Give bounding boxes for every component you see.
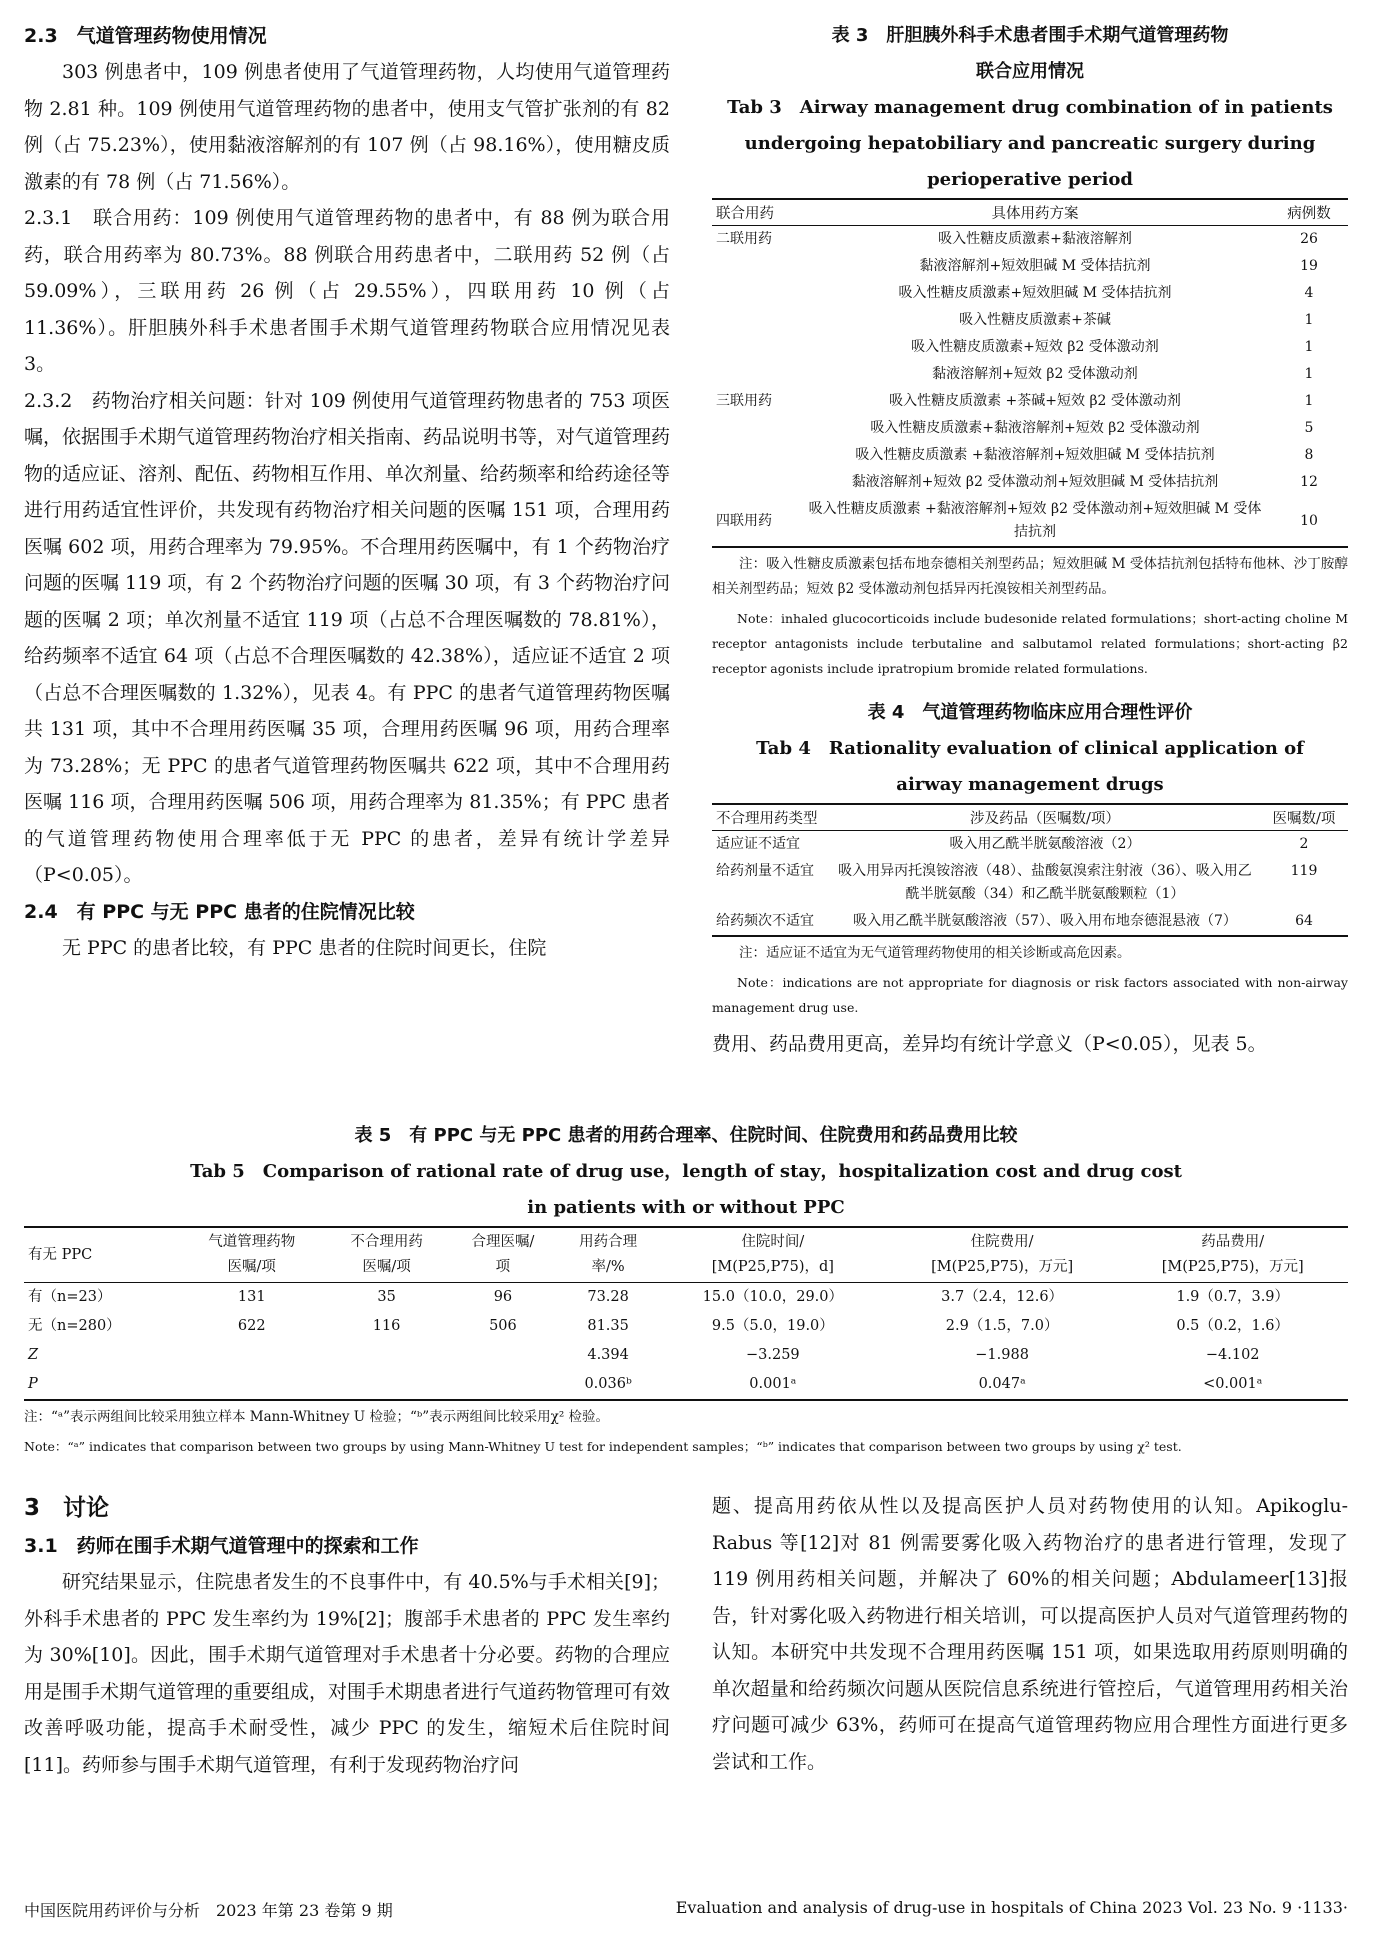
table-4-cell-count: 64 (1295, 913, 1313, 929)
table-3-cell-count: 26 (1300, 231, 1318, 247)
left-column-bottom (24, 1488, 670, 1783)
table-5-cell: 81.35 (587, 1318, 629, 1334)
table-3-row (712, 361, 1348, 388)
table-5-cell: 0.047ᵃ (978, 1376, 1026, 1392)
table-3-caption-en-3: perioperative period (927, 169, 1133, 190)
table-5-note-en: Note：“ᵃ” indicates that comparison between two groups by using Mann-Whitney U test for independent samples；“ᵇ” indicates that comparison between two groups by using χ² test. (24, 1439, 1182, 1454)
table-5-caption-en-2: in patients with or without PPC (527, 1197, 845, 1218)
table-3-row (712, 469, 1348, 496)
right-column-bottom (712, 1488, 1348, 1780)
section-2-4-paragraph-continued: 费用、药品费用更高，差异均有统计学意义（P<0.05），见表 5。 (712, 1033, 1267, 1055)
table-4-note-cn: 注：适应证不适宜为无气道管理药物使用的相关诊断或高危因素。 (739, 945, 1131, 961)
table-4-caption-cn: 表 4 气道管理药物临床应用合理性评价 (867, 702, 1193, 723)
table-4-cell-type: 给药频次不适宜 (716, 913, 814, 929)
table-5-cell: 0.5（0.2，1.6） (1176, 1318, 1290, 1334)
table-5-cell: 131 (237, 1289, 266, 1305)
table-5-cell: −4.102 (1205, 1347, 1260, 1363)
table-3-cell-plan: 吸入性糖皮质激素+茶碱 (959, 312, 1111, 328)
table-4-cell-count: 2 (1299, 836, 1309, 852)
section-3-1-paragraph: 研究结果显示，住院患者发生的不良事件中，有 40.5%与手术相关[9]；外科手术患者的 PPC 发生率约为 19%[2]；腹部手术患者的 PPC 发生率约为 30%[10]。因此，围手术期气道管理对手术患者十分必要。药物的合理应用是围手术期气道管理的重要组成，对围手术期患者进行气道药物管理可有效改善呼吸功能，提高手术耐受性，减少 PPC 的发生，缩短术后住院时间[11]。药师参与围手术期气道管理，有利于发现药物治疗问 (24, 1571, 671, 1776)
table-5-header-line: 项 (495, 1259, 511, 1275)
table-5-body (24, 1283, 1348, 1401)
section-3-heading: 3 讨论 (24, 1495, 110, 1521)
table-4-row (712, 908, 1348, 936)
table-5-cell: 0.001ᵃ (749, 1376, 797, 1392)
table-3-cell-plan: 黏液溶解剂+短效 β2 受体激动剂+短效胆碱 M 受体拮抗剂 (851, 474, 1219, 490)
table-4-cell-drugs: 吸入用乙酰半胱氨酸溶液（57）、吸入用布地奈德混悬液（7） (853, 913, 1237, 929)
left-column-top (24, 18, 670, 966)
table-4-header: 涉及药品（医嘱数/项） (970, 811, 1120, 827)
table-4-caption-en-1: Tab 4 Rationality evaluation of clinical application of (756, 738, 1304, 759)
table-5-header-line: [M(P25,P75)，d] (711, 1259, 834, 1275)
table-5-header-line: 合理医嘱/ (471, 1234, 535, 1250)
footer-journal-cn: 中国医院用药评价与分析 2023 年第 23 卷第 9 期 (24, 1901, 393, 1920)
table-5-header-line: 住院时间/ (741, 1234, 805, 1250)
table-3-cell-count: 1 (1304, 393, 1314, 409)
section-2-3-1-paragraph: 2.3.1 联合用药：109 例使用气道管理药物的患者中，有 88 例为联合用药，联合用药率为 80.73%。88 例联合用药患者中，二联用药 52 例（占 59.09%），三联用药 26 例（占 29.55%），四联用药 10 例（占 11.36%）。肝胆胰外科手术患者围手术期气道管理药物联合应用情况见表 3。 (24, 207, 670, 375)
table-3-cell-group: 三联用药 (716, 393, 772, 409)
table-3-header: 具体用药方案 (991, 206, 1079, 222)
table-5-cell: 96 (493, 1289, 513, 1305)
table-5-cell: <0.001ᵃ (1203, 1376, 1263, 1392)
table-5-cell: 3.7（2.4，12.6） (941, 1289, 1064, 1305)
table-5-header-line: 率/% (591, 1259, 625, 1275)
table-5-cell: 73.28 (587, 1289, 629, 1305)
table-4-caption-en-2: airway management drugs (896, 774, 1164, 795)
table-3-cell-plan: 吸入性糖皮质激素+短效胆碱 M 受体拮抗剂 (898, 285, 1172, 301)
table-5-cell (448, 1370, 557, 1400)
table-3-cell-count: 1 (1304, 366, 1314, 382)
table-3-cell-group (712, 334, 800, 361)
table-4-cell-count: 119 (1290, 863, 1318, 879)
table-4-header: 医嘱数/项 (1272, 811, 1336, 827)
table-5-cell: P (28, 1376, 38, 1392)
table-5-header-line: 不合理用药 (350, 1234, 423, 1250)
table-4-cell-drugs: 吸入用乙酰半胱氨酸溶液（2） (949, 836, 1141, 852)
table-5-header-line: 有无 PPC (28, 1246, 93, 1263)
table-5-header-line: 药品费用/ (1201, 1234, 1265, 1250)
table-5-header (887, 1227, 1118, 1283)
table-5-header (325, 1227, 449, 1283)
section-2-4-heading: 2.4 有 PPC 与无 PPC 患者的住院情况比较 (24, 900, 415, 923)
right-column-top (712, 18, 1348, 1063)
table-3-body (712, 226, 1348, 548)
table-3-note-cn: 注：吸入性糖皮质激素包括布地奈德相关剂型药品；短效胆碱 M 受体拮抗剂包括特布他林、沙丁胺醇相关剂型药品；短效 β2 受体激动剂包括异丙托溴铵相关剂型药品。 (712, 556, 1348, 597)
table-3-cell-count: 10 (1300, 512, 1318, 529)
table-3-cell-count: 4 (1304, 285, 1314, 301)
table-5-cell: 116 (372, 1318, 401, 1334)
table-5-cell: −1.988 (975, 1347, 1029, 1363)
table-3-cell-group: 二联用药 (716, 231, 772, 247)
table-3-caption-cn-2: 联合应用情况 (976, 61, 1084, 82)
table-5-header-line: 用药合理 (579, 1234, 638, 1250)
table-3-cell-plan: 吸入性糖皮质激素 +茶碱+短效 β2 受体激动剂 (889, 393, 1181, 409)
table-3-cell-count: 1 (1304, 339, 1314, 355)
table-5-caption-cn: 表 5 有 PPC 与无 PPC 患者的用药合理率、住院时间、住院费用和药品费用比较 (354, 1125, 1018, 1146)
table-5-cell: Z (28, 1347, 39, 1363)
table-5-header (448, 1227, 557, 1283)
table-5-header (24, 1227, 179, 1283)
table-5-row (24, 1283, 1348, 1313)
table-5-cell: 35 (377, 1289, 396, 1305)
table-5-cell: 有（n=23） (28, 1289, 112, 1305)
table-5-header-line: 气道管理药物 (208, 1234, 296, 1250)
table-3-block (712, 18, 1348, 681)
table-4 (712, 803, 1348, 937)
table-3-cell-count: 8 (1304, 447, 1314, 463)
table-5-cell (448, 1341, 557, 1370)
table-5-row (24, 1312, 1348, 1341)
table-5-cell (179, 1341, 325, 1370)
section-2-4-paragraph: 无 PPC 的患者比较，有 PPC 患者的住院时间更长，住院 (62, 936, 547, 959)
table-5-header (1117, 1227, 1348, 1283)
table-4-cell-type: 适应证不适宜 (716, 836, 800, 852)
table-5-row (24, 1341, 1348, 1370)
table-5-cell: 9.5（5.0，19.0） (711, 1318, 834, 1334)
table-3-cell-count: 19 (1300, 258, 1318, 274)
table-5-cell (325, 1370, 449, 1400)
table-5-header (659, 1227, 887, 1283)
table-5-note-cn: 注：“ᵃ”表示两组间比较采用独立样本 Mann-Whitney U 检验；“ᵇ”表示两组间比较采用χ² 检验。 (24, 1409, 610, 1425)
table-5-cell: 506 (489, 1318, 517, 1334)
table-3-cell-group (712, 253, 800, 280)
table-5-cell: 0.036ᵇ (584, 1376, 632, 1392)
table-5-header-line: 医嘱/项 (227, 1259, 276, 1275)
section-3-1-heading: 3.1 药师在围手术期气道管理中的探索和工作 (24, 1535, 419, 1557)
section-2-3-heading: 2.3 气道管理药物使用情况 (24, 25, 267, 47)
table-3 (712, 198, 1348, 548)
table-3-cell-plan: 吸入性糖皮质激素+短效 β2 受体激动剂 (911, 339, 1159, 355)
table-3-row (712, 253, 1348, 280)
table-3-cell-plan: 吸入性糖皮质激素 +黏液溶解剂+短效胆碱 M 受体拮抗剂 (855, 447, 1215, 463)
section-2-3-paragraph: 303 例患者中，109 例患者使用了气道管理药物，人均使用气道管理药物 2.81 种。109 例使用气道管理药物的患者中，使用支气管扩张剂的有 82 例（占 75.23%），使用黏液溶解剂的有 107 例（占 98.16%），使用糖皮质激素的有 78 例（占 71.56%）。 (24, 61, 670, 193)
table-3-row (712, 442, 1348, 469)
table-5-header-line: [M(P25,P75)，万元] (1161, 1259, 1304, 1275)
table-3-note-en: Note：inhaled glucocorticoids include budesonide related formulations；short-acting choline M receptor antagonists include terbutaline and salbutamol related formulations；short-acting β2 receptor agonists include ipratropium bromide related formulations. (712, 611, 1348, 676)
table-5-cell: 1.9（0.7，3.9） (1176, 1289, 1290, 1305)
table-3-cell-group (712, 442, 800, 469)
table-3-cell-group (712, 361, 800, 388)
table-5-caption-en-1: Tab 5 Comparison of rational rate of drug use，length of stay，hospitalization cost and drug cost (190, 1161, 1182, 1182)
table-3-row (712, 496, 1348, 547)
table-4-cell-drugs: 吸入用异丙托溴铵溶液（48）、盐酸氨溴索注射液（36）、吸入用乙酰半胱氨酸（34）和乙酰半胱氨酸颗粒（1） (838, 863, 1252, 902)
table-5-cell: 无（n=280） (28, 1318, 121, 1334)
table-3-cell-group (712, 469, 800, 496)
table-3-caption-en-1: Tab 3 Airway management drug combination of in patients (727, 97, 1333, 118)
table-5-header (557, 1227, 658, 1283)
table-5-header (179, 1227, 325, 1283)
table-3-header: 病例数 (1287, 206, 1331, 222)
table-4-cell-type: 给药剂量不适宜 (716, 863, 814, 879)
table-4-block (712, 695, 1348, 1020)
table-3-caption-cn-1: 表 3 肝胆胰外科手术患者围手术期气道管理药物 (831, 25, 1229, 46)
table-3-cell-count: 5 (1304, 420, 1314, 436)
table-4-body (712, 831, 1348, 937)
table-5-cell: 15.0（10.0，29.0） (702, 1289, 844, 1305)
table-4-note-en: Note：indications are not appropriate for diagnosis or risk factors associated with non-airway management drug use. (712, 975, 1348, 1015)
table-4-row (712, 831, 1348, 859)
table-3-cell-group (712, 280, 800, 307)
table-3-row (712, 280, 1348, 307)
table-4-header: 不合理用药类型 (716, 811, 818, 827)
table-5-row (24, 1370, 1348, 1400)
table-3-row (712, 307, 1348, 334)
table-3-row (712, 226, 1348, 254)
table-5-cell (325, 1341, 449, 1370)
table-3-cell-plan: 吸入性糖皮质激素+黏液溶解剂 (938, 231, 1132, 247)
table-3-cell-plan: 黏液溶解剂+短效胆碱 M 受体拮抗剂 (919, 258, 1151, 274)
table-5-cell: 2.9（1.5，7.0） (945, 1318, 1059, 1334)
table-3-cell-plan: 吸入性糖皮质激素+黏液溶解剂+短效 β2 受体激动剂 (870, 420, 1200, 436)
table-3-cell-plan: 吸入性糖皮质激素 +黏液溶解剂+短效 β2 受体激动剂+短效胆碱 M 受体拮抗剂 (808, 501, 1262, 540)
table-3-cell-count: 12 (1300, 474, 1318, 490)
section-3-1-paragraph-continued: 题、提高用药依从性以及提高医护人员对药物使用的认知。Apikoglu-Rabus 等[12]对 81 例需要雾化吸入药物治疗的患者进行管理，发现了 119 例用药相关问题，并解决了 60%的相关问题；Abdulameer[13]报告，针对雾化吸入药物进行相关培训，可以提高医护人员对气道管理药物的认知。本研究中共发现不合理用药医嘱 151 项，如果选取用药原则明确的单次超量和给药频次问题从医院信息系统进行管控后，气道管理用药相关治疗问题可减少 63%，药师可在提高气道管理药物应用合理性方面进行更多尝试和工作。 (712, 1495, 1348, 1773)
table-5-header-line: 住院费用/ (970, 1234, 1034, 1250)
table-3-cell-count: 1 (1304, 312, 1314, 328)
table-5-cell: −3.259 (746, 1347, 800, 1363)
table-5-cell: 622 (237, 1318, 266, 1334)
table-3-cell-group (712, 307, 800, 334)
table-3-row (712, 388, 1348, 415)
table-3-row (712, 334, 1348, 361)
table-5 (24, 1226, 1348, 1401)
table-5-block (24, 1118, 1348, 1459)
table-3-caption-en-2: undergoing hepatobiliary and pancreatic surgery during (744, 133, 1316, 154)
table-5-header-line: 医嘱/项 (362, 1259, 411, 1275)
table-3-cell-plan: 黏液溶解剂+短效 β2 受体激动剂 (932, 366, 1138, 382)
section-2-3-2-paragraph: 2.3.2 药物治疗相关问题：针对 109 例使用气道管理药物患者的 753 项医嘱，依据围手术期气道管理药物治疗相关指南、药品说明书等，对气道管理药物的适应证、溶剂、配伍、药物相互作用、单次剂量、给药频率和给药途径等进行用药适宜性评价，共发现有药物治疗相关问题的医嘱 151 项，合理用药医嘱 602 项，用药合理率为 79.95%。不合理用药医嘱中，有 1 个药物治疗问题的医嘱 119 项，有 2 个药物治疗问题的医嘱 30 项，有 3 个药物治疗问题的医嘱 2 项；单次剂量不适宜 119 项（占总不合理医嘱数的 78.81%），给药频率不适宜 64 项（占总不合理医嘱数的 42.38%），适应证不适宜 2 项（占总不合理医嘱数的 1.32%），见表 4。有 PPC 的患者气道管理药物医嘱共 131 项，其中不合理用药医嘱 35 项，合理用药医嘱 96 项，用药合理率为 73.28%；无 PPC 的患者气道管理药物医嘱共 622 项，其中不合理用药医嘱 116 项，合理用药医嘱 506 项，用药合理率为 81.35%；有 PPC 患者的气道管理药物使用合理率低于无 PPC 的患者，差异有统计学差异（P<0.05）。 (24, 389, 671, 886)
table-5-cell: 4.394 (587, 1347, 629, 1363)
footer-journal-en: Evaluation and analysis of drug-use in hospitals of China 2023 Vol. 23 No. 9 ·1133· (675, 1898, 1348, 1917)
table-5-header-line: [M(P25,P75)，万元] (931, 1259, 1074, 1275)
table-3-row (712, 415, 1348, 442)
table-3-cell-group (712, 415, 800, 442)
table-3-cell-group: 四联用药 (716, 512, 772, 529)
table-3-header: 联合用药 (716, 206, 774, 222)
table-4-row (712, 858, 1348, 908)
table-5-cell (179, 1370, 325, 1400)
